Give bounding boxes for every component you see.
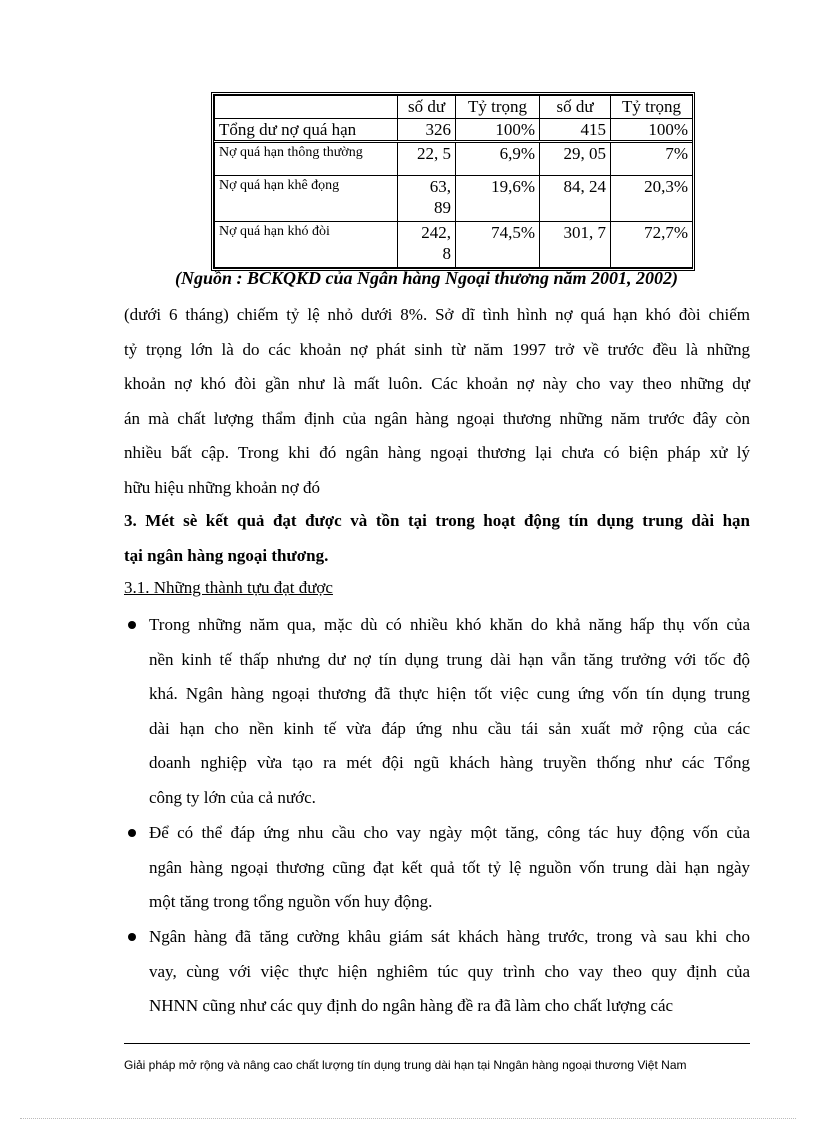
table-cell: Nợ quá hạn khê đọng (215, 176, 398, 222)
bullet-line: khá. Ngân hàng ngoại thương đã thực hiện tốt việc cung ứng vốn tín dụng trung (149, 684, 750, 703)
paragraph-line: (dưới 6 tháng) chiếm tỷ lệ nhỏ dưới 8%. Sở dĩ tình hình nợ quá hạn khó đòi chiếm (124, 305, 750, 324)
table-row (215, 222, 693, 268)
bullet-item (124, 608, 750, 815)
table-row (215, 142, 693, 176)
paragraph-line: hữu hiệu những khoản nợ đó (124, 477, 320, 497)
table-header-cell: Tỷ trọng (456, 96, 540, 119)
bullet-line: Để có thể đáp ứng nhu cầu cho vay ngày một tăng, công tác huy động vốn của (149, 823, 750, 842)
bullet-line: công ty lớn của cả nước. (149, 787, 316, 807)
bullet-dot-icon (128, 933, 136, 941)
table-cell: Nợ quá hạn khó đòi (215, 222, 398, 268)
heading-line: 3. Mét sè kết quả đạt được và tồn tại trong hoạt động tín dụng trung dài hạn (124, 511, 750, 530)
table-cell: 100% (611, 119, 693, 142)
paragraph-line: tỷ trọng lớn là do các khoản nợ phát sinh từ năm 1997 trở về trước đều là những (124, 339, 750, 359)
bullet-item (124, 816, 750, 920)
footer-divider (124, 1043, 750, 1044)
table-cell: 22, 5 (398, 142, 456, 176)
heading-line: tại ngân hàng ngoại thương. (124, 545, 329, 565)
paragraph-line: án mà chất lượng thẩm định của ngân hàng ngoại thương những năm trước đây còn (124, 408, 750, 428)
table-cell: 301, 7 (540, 222, 611, 268)
table-cell: 29, 05 (540, 142, 611, 176)
overdue-debt-table (211, 92, 695, 271)
page-bottom-edge (20, 1118, 796, 1119)
table-cell: 100% (456, 119, 540, 142)
bullet-dot-icon (128, 829, 136, 837)
table-cell: 415 (540, 119, 611, 142)
table-header-cell: số dư (398, 96, 456, 119)
table-header-row (215, 96, 693, 119)
section-heading (124, 504, 750, 573)
table-header-cell: Tỷ trọng (611, 96, 693, 119)
table-cell: 326 (398, 119, 456, 142)
table-header-cell (215, 96, 398, 119)
page-footer: Giải pháp mở rộng và nâng cao chất lượng tín dụng trung dài hạn tại Nngân hàng ngoại thương Việt Nam (124, 1058, 687, 1072)
table-cell: 242, 8 (398, 222, 456, 268)
bullet-line: Ngân hàng đã tăng cường khâu giám sát khách hàng trước, trong và sau khi cho (149, 927, 750, 946)
bullet-line: NHNN cũng như các quy định do ngân hàng đề ra đã làm cho chất lượng các (149, 996, 674, 1015)
bullet-line: dài hạn cho nền kinh tế vừa đáp ứng nhu cầu tái sản xuất mở rộng của các (149, 718, 750, 738)
paragraph-line: nhiều bất cập. Trong khi đó ngân hàng ngoại thương lại chưa có biện pháp xử lý (124, 443, 750, 462)
bullet-line: nền kinh tế thấp nhưng dư nợ tín dụng trung dài hạn vẫn tăng trưởng với tốc độ (149, 649, 750, 669)
table-cell: 20,3% (611, 176, 693, 222)
table-cell: Tổng dư nợ quá hạn (215, 119, 398, 142)
table-cell: 84, 24 (540, 176, 611, 222)
paragraph-line: khoản nợ khó đòi gần như là mất luôn. Các khoản nợ này cho vay theo những dự (124, 374, 750, 393)
table-row (215, 176, 693, 222)
table-header-cell: số dư (540, 96, 611, 119)
bullet-line: Trong những năm qua, mặc dù có nhiều khó khăn do khả năng hấp thụ vốn của (149, 615, 750, 634)
subsection-heading: 3.1. Những thành tựu đạt được (124, 578, 333, 597)
bullet-line: doanh nghiệp vừa tạo ra mét đội ngũ khách hàng truyền thống như các Tổng (149, 753, 750, 772)
table-cell: 72,7% (611, 222, 693, 268)
table-cell: 74,5% (456, 222, 540, 268)
table-total-row (215, 119, 693, 142)
bullet-line: vay, cùng với việc thực hiện nghiêm túc quy trình cho vay theo quy định của (149, 961, 750, 981)
table-cell: 6,9% (456, 142, 540, 176)
table-cell: 19,6% (456, 176, 540, 222)
bullet-line: một tăng trong tổng nguồn vốn huy động. (149, 892, 433, 911)
bullet-dot-icon (128, 621, 136, 629)
table-cell: Nợ quá hạn thông thường (215, 142, 398, 176)
bullet-line: ngân hàng ngoại thương cũng đạt kết quả tốt tỷ lệ nguồn vốn trung dài hạn ngày (149, 857, 750, 877)
table-cell: 7% (611, 142, 693, 176)
table-cell: 63, 89 (398, 176, 456, 222)
body-paragraph (124, 298, 750, 505)
bullet-item (124, 920, 750, 1024)
table-source-note: (Nguồn : BCKQKD của Ngân hàng Ngoại thương năm 2001, 2002) (175, 268, 679, 288)
